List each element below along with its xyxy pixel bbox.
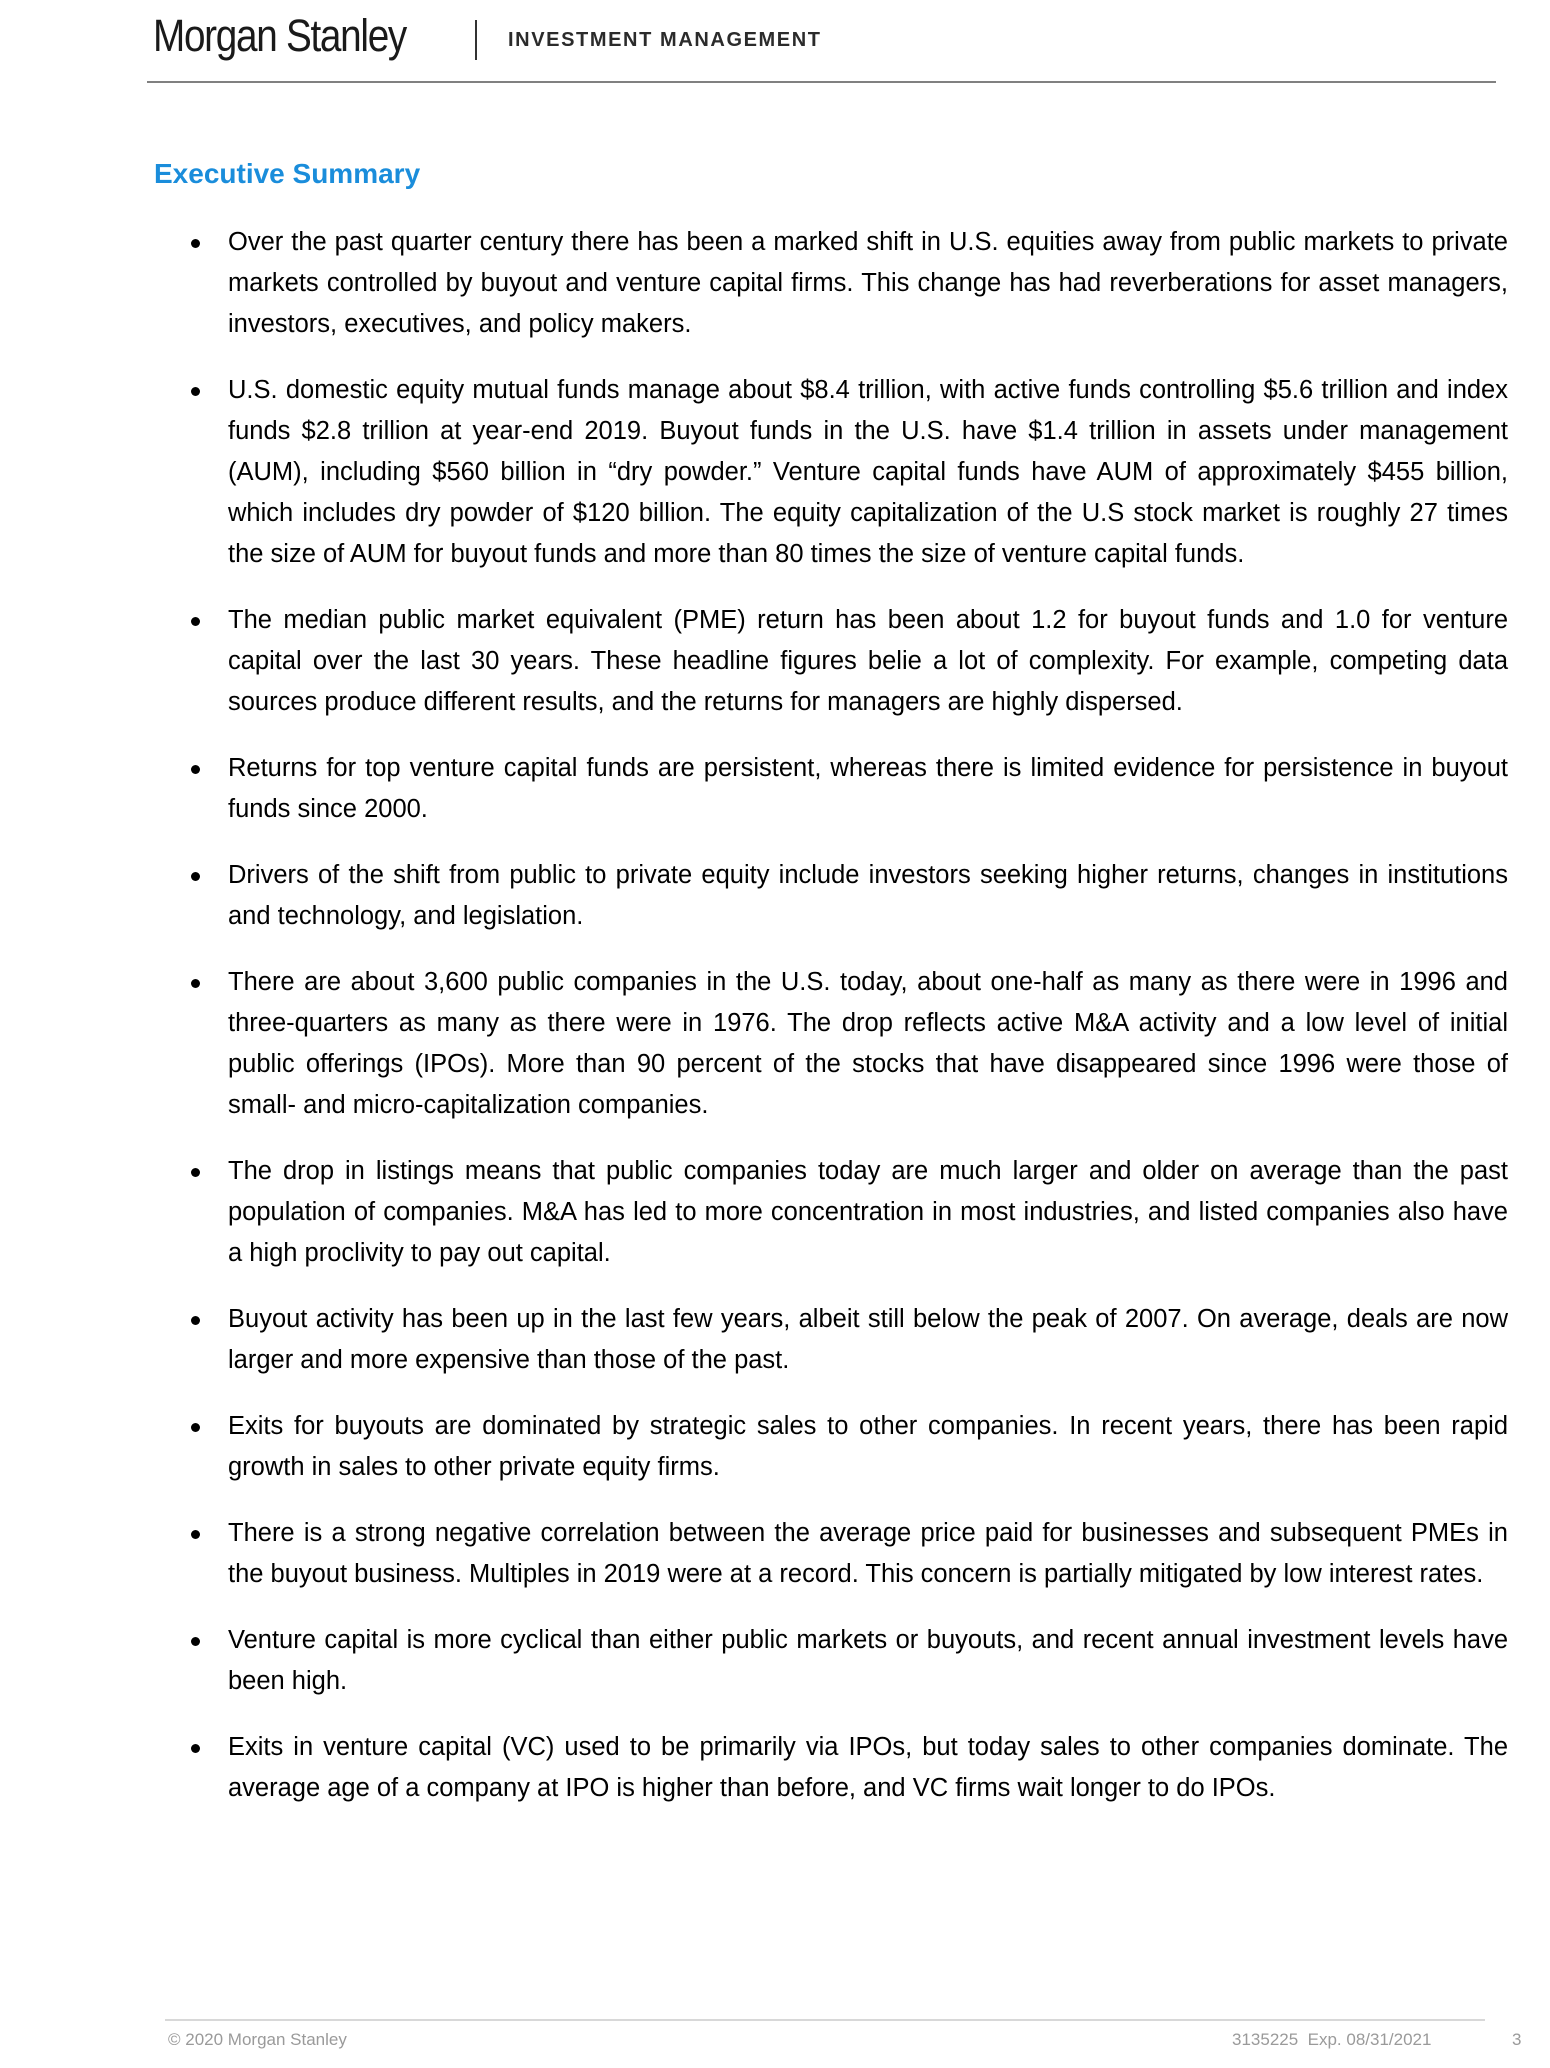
bullet-icon — [191, 1637, 200, 1646]
bullet-text: The drop in listings means that public companies today are much larger and older on average than the past population of companies. M&A has led to more concentration in most industries, and listed companies also have a high proclivity to pay out capital. — [228, 1157, 1508, 1267]
bullet-icon — [191, 1423, 200, 1432]
footer-doc-code: 3135225 Exp. 08/31/2021 — [1232, 2030, 1432, 2049]
bullet-item — [188, 370, 1508, 575]
summary-bullet-list — [188, 222, 1508, 1834]
bullet-icon — [191, 387, 200, 396]
bullet-text: U.S. domestic equity mutual funds manage about $8.4 trillion, with active funds controlling $5.6 trillion and index funds $2.8 trillion at year-end 2019. Buyout funds in the U.S. have $1.4 trillion in assets under management (AUM), including $560 billion in “dry powder.” Venture capital funds have AUM of approximately $455 billion, which includes dry powder of $120 billion. The equity capitalization of the U.S stock market is roughly 27 times the size of AUM for buyout funds and more than 80 times the size of venture capital funds. — [228, 376, 1508, 568]
footer-rule — [165, 2019, 1485, 2021]
bullet-icon — [191, 872, 200, 881]
bullet-text: Venture capital is more cyclical than either public markets or buyouts, and recent annual investment levels have been high. — [228, 1626, 1508, 1695]
bullet-item — [188, 1299, 1508, 1381]
header-rule — [147, 81, 1496, 83]
bullet-icon — [191, 1744, 200, 1753]
logo-divider — [475, 20, 477, 60]
bullet-item — [188, 1727, 1508, 1809]
bullet-icon — [191, 765, 200, 774]
page-header — [0, 0, 1550, 84]
bullet-icon — [191, 239, 200, 248]
bullet-icon — [191, 1316, 200, 1325]
bullet-text: Returns for top venture capital funds are persistent, whereas there is limited evidence for persistence in buyout funds since 2000. — [228, 754, 1508, 823]
bullet-item — [188, 855, 1508, 937]
bullet-text: There is a strong negative correlation between the average price paid for businesses and subsequent PMEs in the buyout business. Multiples in 2019 were at a record. This concern is partially mitigated by low interest rates. — [228, 1519, 1508, 1588]
bullet-item — [188, 600, 1508, 723]
bullet-icon — [191, 1168, 200, 1177]
bullet-icon — [191, 979, 200, 988]
brand-logo: Morgan Stanley — [153, 10, 407, 61]
bullet-item — [188, 1620, 1508, 1702]
bullet-item — [188, 1513, 1508, 1595]
bullet-item — [188, 962, 1508, 1126]
bullet-icon — [191, 617, 200, 626]
bullet-text: Buyout activity has been up in the last few years, albeit still below the peak of 2007. On average, deals are now larger and more expensive than those of the past. — [228, 1305, 1508, 1374]
bullet-text: Drivers of the shift from public to private equity include investors seeking higher returns, changes in institutions and technology, and legislation. — [228, 861, 1508, 930]
bullet-text: There are about 3,600 public companies in the U.S. today, about one-half as many as there were in 1996 and three-quarters as many as there were in 1976. The drop reflects active M&A activity and a low level of initial public offerings (IPOs). More than 90 percent of the stocks that have disappeared since 1996 were those of small- and micro-capitalization companies. — [228, 968, 1508, 1119]
bullet-item — [188, 748, 1508, 830]
bullet-icon — [191, 1530, 200, 1539]
bullet-text: Exits in venture capital (VC) used to be primarily via IPOs, but today sales to other companies dominate. The average age of a company at IPO is higher than before, and VC firms wait longer to do IPOs. — [228, 1733, 1508, 1802]
bullet-item — [188, 222, 1508, 345]
division-name: INVESTMENT MANAGEMENT — [508, 29, 822, 51]
bullet-text: The median public market equivalent (PME) return has been about 1.2 for buyout funds and 1.0 for venture capital over the last 30 years. These headline figures belie a lot of complexity. For example, competing data sources produce different results, and the returns for managers are highly dispersed. — [228, 606, 1508, 716]
footer-copyright: © 2020 Morgan Stanley — [168, 2030, 347, 2049]
page-number: 3 — [1512, 2030, 1522, 2049]
bullet-item — [188, 1151, 1508, 1274]
section-title: Executive Summary — [154, 158, 421, 189]
bullet-item — [188, 1406, 1508, 1488]
bullet-text: Exits for buyouts are dominated by strategic sales to other companies. In recent years, there has been rapid growth in sales to other private equity firms. — [228, 1412, 1508, 1481]
bullet-text: Over the past quarter century there has been a marked shift in U.S. equities away from public markets to private markets controlled by buyout and venture capital firms. This change has had reverberations for asset managers, investors, executives, and policy makers. — [228, 228, 1508, 338]
